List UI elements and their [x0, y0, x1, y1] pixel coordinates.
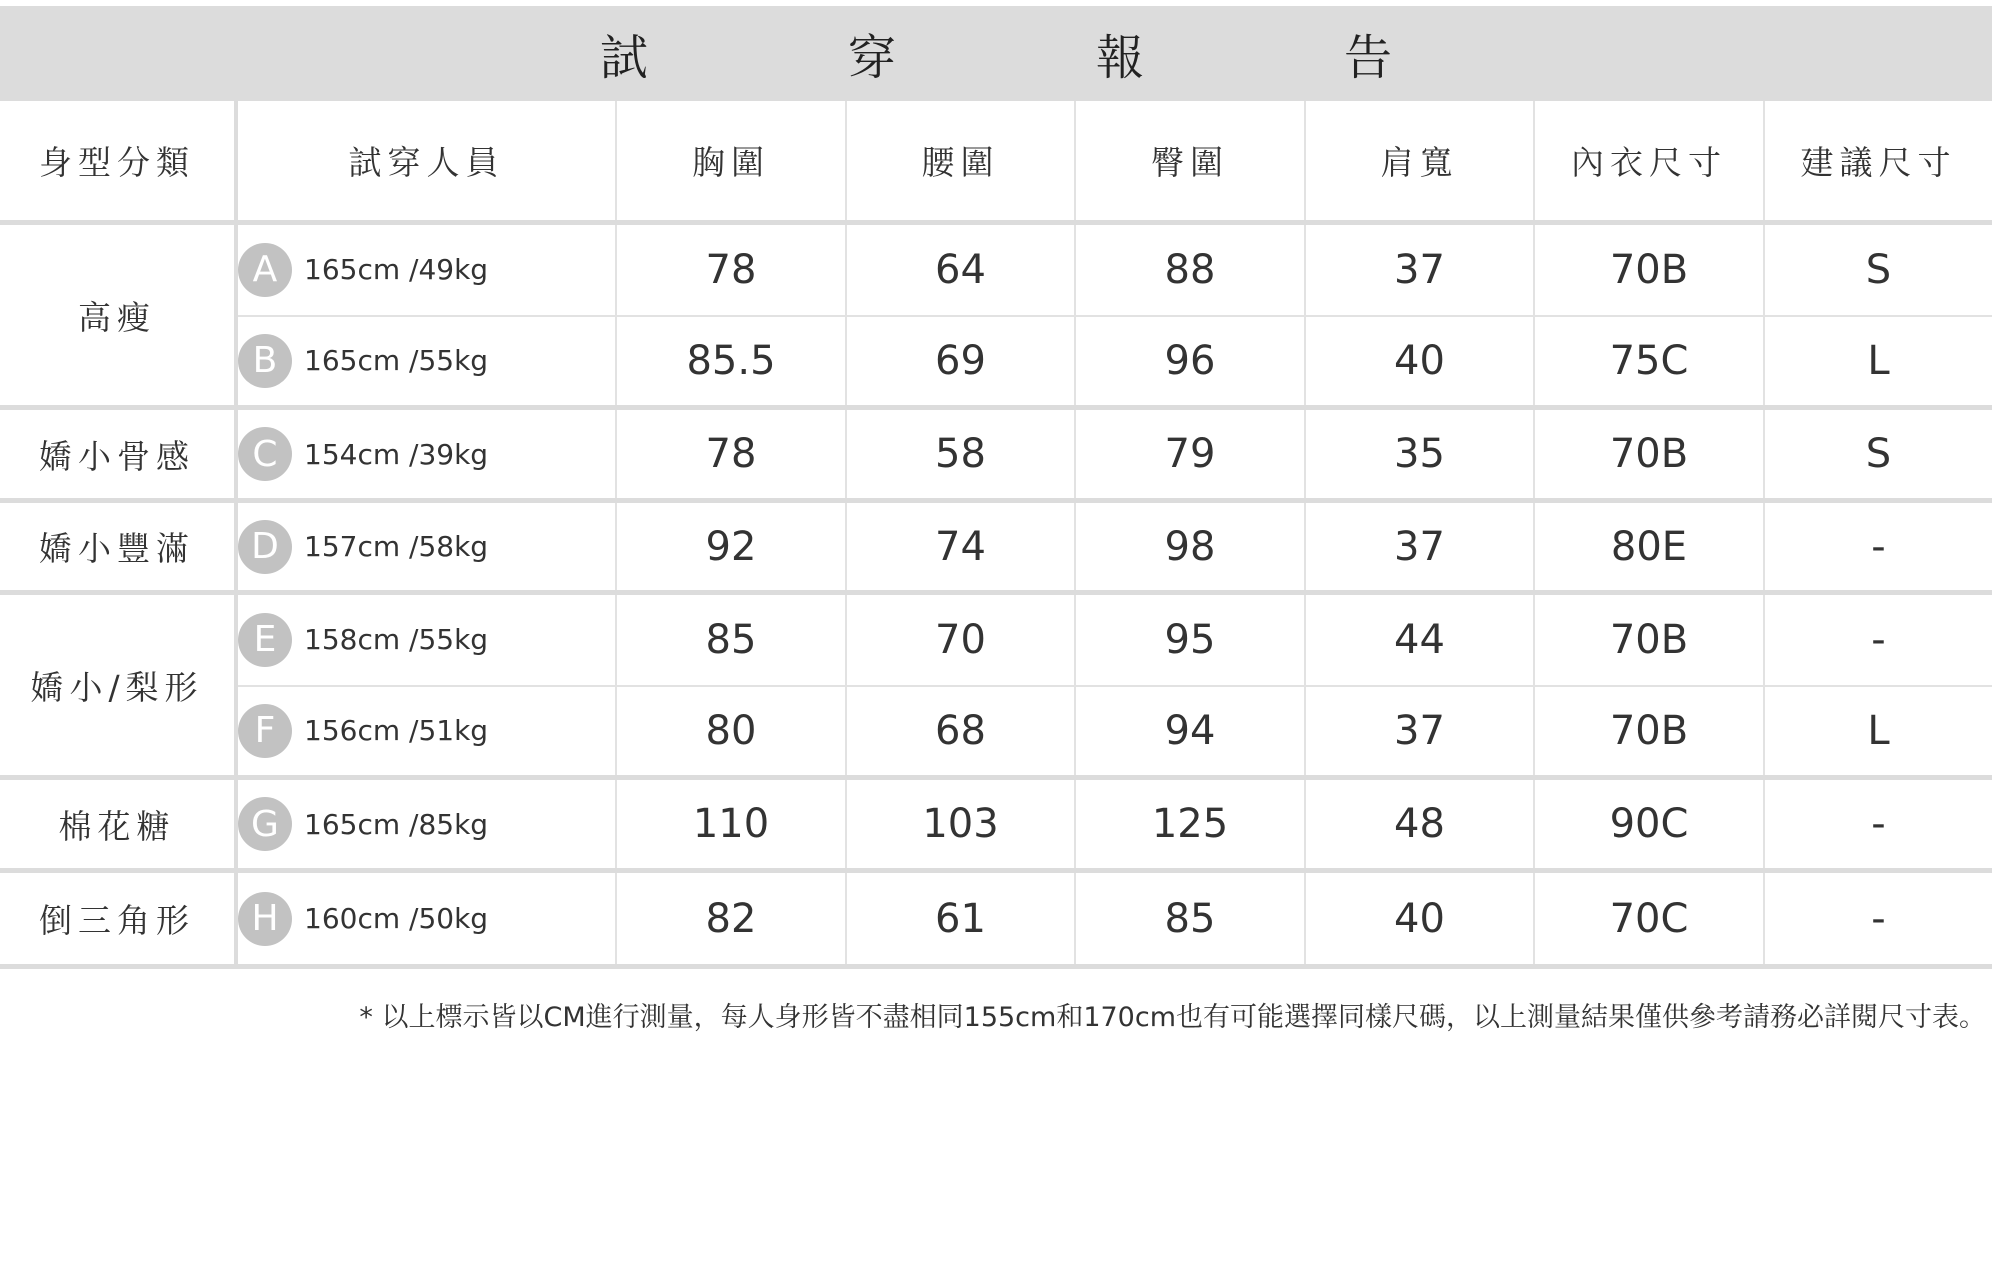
chest-cell: 110	[616, 778, 846, 871]
waist-cell: 103	[846, 778, 1075, 871]
hip-cell: 98	[1075, 501, 1305, 593]
hip-cell: 125	[1075, 778, 1305, 871]
tester-badge: A	[238, 243, 292, 297]
table-header-row	[0, 101, 1992, 223]
tester-cell	[236, 316, 616, 408]
fitting-report-table	[0, 101, 1992, 969]
hip-cell: 85	[1075, 871, 1305, 967]
tester-info: 158cm /55kg	[304, 623, 489, 657]
table-row	[0, 593, 1992, 686]
body-type-cell: 嬌小豐滿	[0, 501, 236, 593]
shoulder-cell: 40	[1305, 316, 1534, 408]
body-type-cell: 倒三角形	[0, 871, 236, 967]
suggested-size-cell: -	[1764, 778, 1992, 871]
chest-cell: 78	[616, 408, 846, 501]
table-row	[0, 501, 1992, 593]
page-title: 試 穿 報 告	[599, 30, 1468, 86]
suggested-size-cell: L	[1764, 686, 1992, 778]
header-bra-size: 內衣尺寸	[1534, 101, 1764, 223]
hip-cell: 79	[1075, 408, 1305, 501]
tester-cell	[236, 778, 616, 871]
shoulder-cell: 44	[1305, 593, 1534, 686]
tester-cell	[236, 223, 616, 316]
waist-cell: 58	[846, 408, 1075, 501]
tester-badge: G	[238, 797, 292, 851]
bra-size-cell: 70B	[1534, 223, 1764, 316]
tester-cell	[236, 593, 616, 686]
chest-cell: 85.5	[616, 316, 846, 408]
chest-cell: 80	[616, 686, 846, 778]
tester-cell	[236, 408, 616, 501]
waist-cell: 74	[846, 501, 1075, 593]
bra-size-cell: 80E	[1534, 501, 1764, 593]
tester-info: 154cm /39kg	[304, 437, 489, 471]
bra-size-cell: 70B	[1534, 408, 1764, 501]
table-row	[0, 778, 1992, 871]
suggested-size-cell: -	[1764, 501, 1992, 593]
tester-cell	[236, 686, 616, 778]
hip-cell: 96	[1075, 316, 1305, 408]
bra-size-cell: 75C	[1534, 316, 1764, 408]
title-bar	[0, 6, 1992, 101]
shoulder-cell: 35	[1305, 408, 1534, 501]
shoulder-cell: 48	[1305, 778, 1534, 871]
body-type-cell: 棉花糖	[0, 778, 236, 871]
table-row	[0, 316, 1992, 408]
suggested-size-cell: S	[1764, 408, 1992, 501]
body-type-cell: 高瘦	[0, 223, 236, 408]
suggested-size-cell: S	[1764, 223, 1992, 316]
header-chest: 胸圍	[616, 101, 846, 223]
waist-cell: 69	[846, 316, 1075, 408]
tester-info: 156cm /51kg	[304, 714, 489, 748]
tester-cell	[236, 871, 616, 967]
hip-cell: 95	[1075, 593, 1305, 686]
bra-size-cell: 70B	[1534, 686, 1764, 778]
body-type-cell: 嬌小/梨形	[0, 593, 236, 778]
tester-info: 160cm /50kg	[304, 902, 489, 935]
tester-info: 165cm /49kg	[304, 253, 489, 287]
chest-cell: 92	[616, 501, 846, 593]
bra-size-cell: 70C	[1534, 871, 1764, 967]
body-type-cell: 嬌小骨感	[0, 408, 236, 501]
waist-cell: 70	[846, 593, 1075, 686]
chest-cell: 78	[616, 223, 846, 316]
tester-badge: C	[238, 427, 292, 481]
bra-size-cell: 70B	[1534, 593, 1764, 686]
header-waist: 腰圍	[846, 101, 1075, 223]
shoulder-cell: 37	[1305, 686, 1534, 778]
suggested-size-cell: L	[1764, 316, 1992, 408]
shoulder-cell: 40	[1305, 871, 1534, 967]
header-hip: 臀圍	[1075, 101, 1305, 223]
tester-badge: B	[238, 334, 292, 388]
header-tester: 試穿人員	[236, 101, 616, 223]
tester-badge: E	[238, 613, 292, 667]
table-row	[0, 686, 1992, 778]
waist-cell: 61	[846, 871, 1075, 967]
bra-size-cell: 90C	[1534, 778, 1764, 871]
tester-badge: F	[238, 704, 292, 758]
suggested-size-cell: -	[1764, 593, 1992, 686]
header-shoulder: 肩寬	[1305, 101, 1534, 223]
chest-cell: 85	[616, 593, 846, 686]
tester-info: 165cm /85kg	[304, 807, 489, 841]
header-body-type: 身型分類	[0, 101, 236, 223]
waist-cell: 64	[846, 223, 1075, 316]
tester-cell	[236, 501, 616, 593]
tester-info: 165cm /55kg	[304, 344, 489, 378]
hip-cell: 88	[1075, 223, 1305, 316]
table-row	[0, 871, 1992, 967]
hip-cell: 94	[1075, 686, 1305, 778]
tester-badge: D	[238, 520, 292, 574]
header-suggested-size: 建議尺寸	[1764, 101, 1992, 223]
tester-badge: H	[238, 892, 292, 946]
shoulder-cell: 37	[1305, 501, 1534, 593]
table-row	[0, 408, 1992, 501]
shoulder-cell: 37	[1305, 223, 1534, 316]
chest-cell: 82	[616, 871, 846, 967]
tester-info: 157cm /58kg	[304, 530, 489, 563]
suggested-size-cell: -	[1764, 871, 1992, 967]
waist-cell: 68	[846, 686, 1075, 778]
table-row	[0, 223, 1992, 316]
measurement-footnote: * 以上標示皆以CM進行測量，每人身形皆不盡相同155cm和170cm也有可能選擇同樣尺碼，以上測量結果僅供參考請務必詳閱尺寸表。	[359, 1002, 1986, 1033]
